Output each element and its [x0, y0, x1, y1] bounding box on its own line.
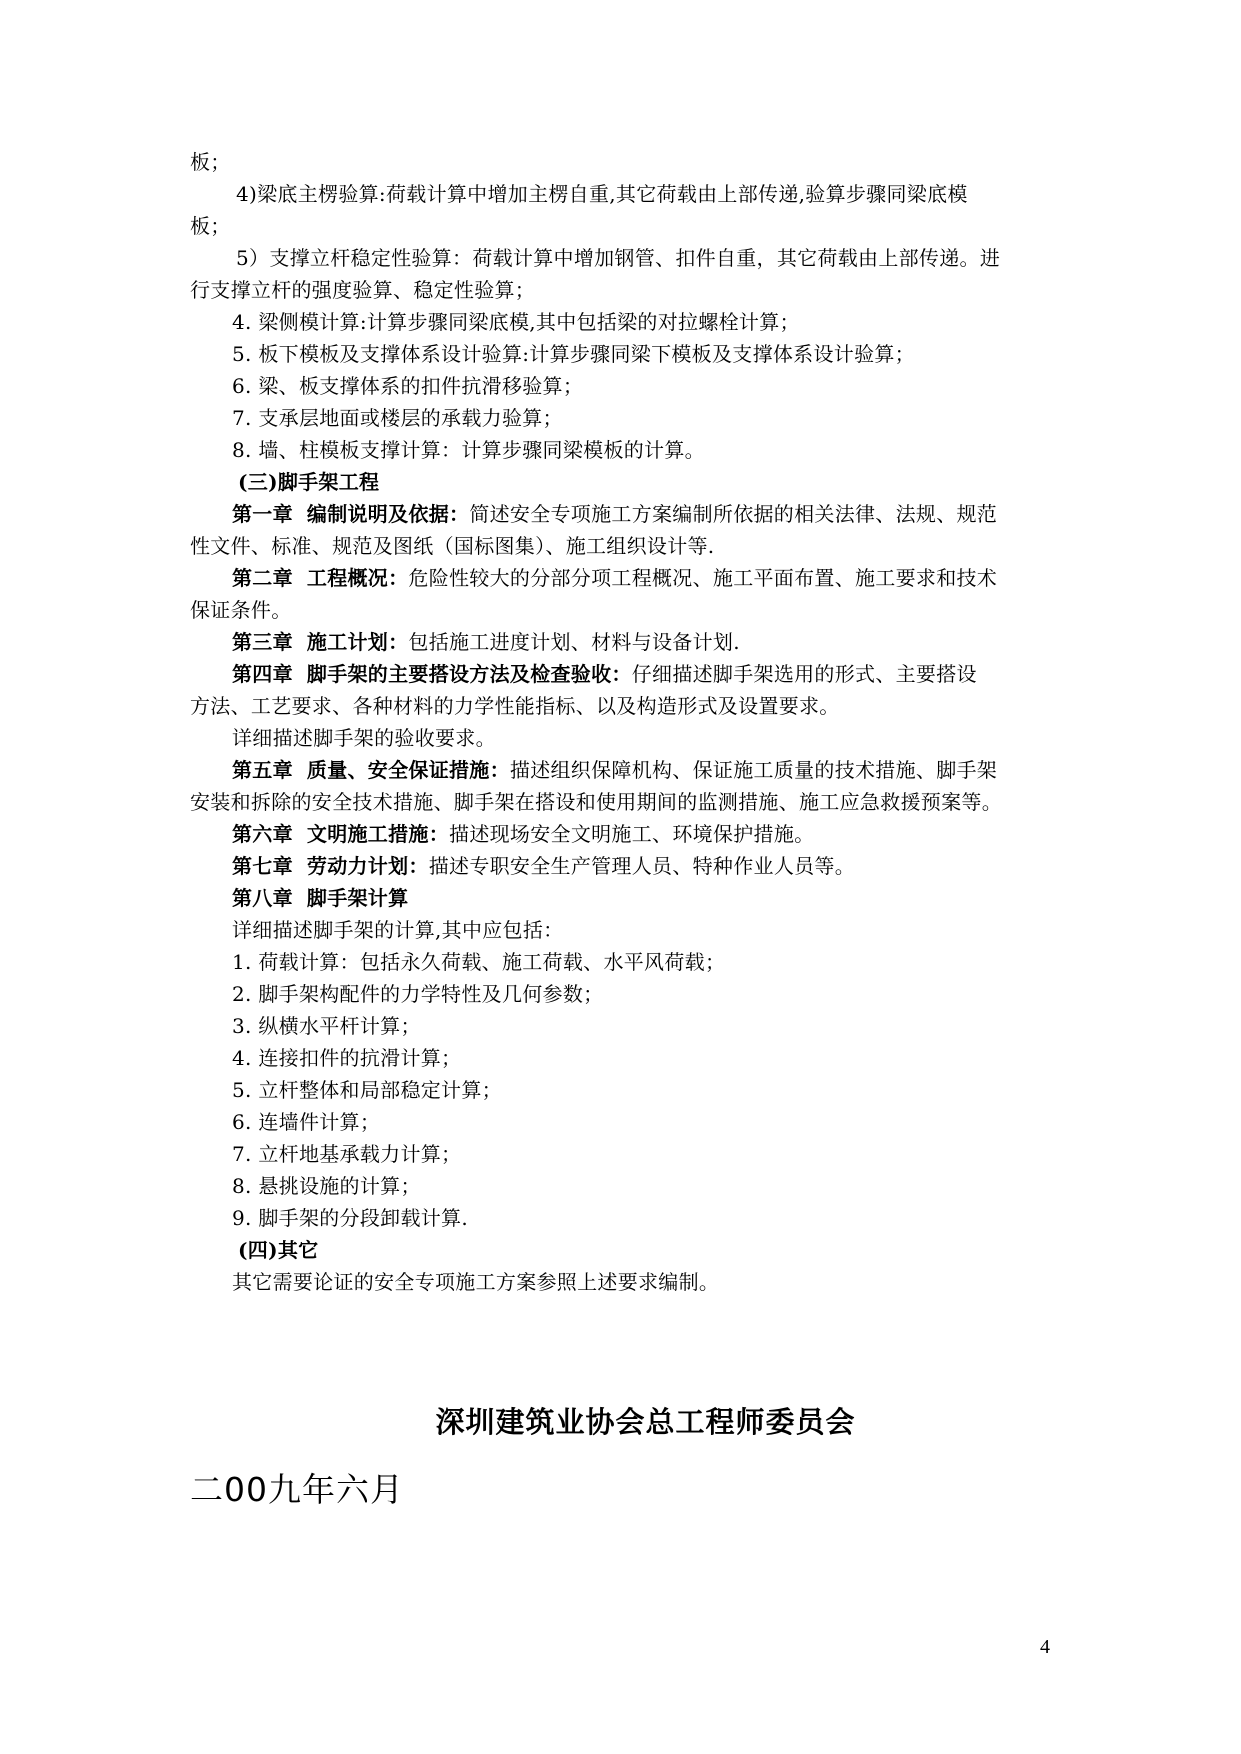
- text-line: 4. 梁侧模计算:计算步骤同梁底模,其中包括梁的对拉螺栓计算；: [232, 310, 800, 334]
- chapter-line: [190, 818, 1070, 850]
- chapter-label: 第三章: [232, 630, 293, 654]
- chapter-line: [190, 658, 1070, 690]
- text-line: 详细描述脚手架的验收要求。: [232, 726, 496, 750]
- chapter-text: 简述安全专项施工方案编制所依据的相关法律、法规、规范: [469, 502, 998, 526]
- list-item: 8. 悬挑设施的计算；: [232, 1174, 421, 1198]
- list-item: 5. 立杆整体和局部稳定计算；: [232, 1078, 502, 1102]
- chapter-line: [190, 562, 1070, 594]
- list-item: 1. 荷载计算：包括永久荷载、施工荷载、水平风荷载；: [232, 950, 726, 974]
- chapter-text: 包括施工进度计划、材料与设备计划.: [408, 630, 740, 654]
- chapter-text: 危险性较大的分部分项工程概况、施工平面布置、施工要求和技术: [408, 566, 998, 590]
- chapter-line: [190, 882, 1070, 914]
- chapter-label: 第七章: [232, 854, 293, 878]
- text-line: 5. 板下模板及支撑体系设计验算:计算步骤同梁下模板及支撑体系设计验算；: [232, 342, 915, 366]
- text-line: 5）支撑立杆稳定性验算：荷载计算中增加钢管、扣件自重，其它荷载由上部传递。进: [236, 246, 1001, 270]
- chapter-title: 工程概况：: [306, 566, 409, 590]
- chapter-title: 脚手架的主要搭设方法及检查验收：: [306, 662, 632, 686]
- chapter-title: 文明施工措施：: [306, 822, 450, 846]
- list-item: 7. 立杆地基承载力计算；: [232, 1142, 462, 1166]
- document-date: 二00九年六月: [190, 1470, 404, 1509]
- text-line: 详细描述脚手架的计算,其中应包括：: [232, 918, 564, 942]
- list-item: 9. 脚手架的分段卸载计算.: [232, 1206, 468, 1230]
- chapter-label: 第二章: [232, 566, 293, 590]
- chapter-text: 仔细描述脚手架选用的形式、主要搭设: [631, 662, 977, 686]
- chapter-text: 描述组织保障机构、保证施工质量的技术措施、脚手架: [509, 758, 998, 782]
- list-item: 4. 连接扣件的抗滑计算；: [232, 1046, 462, 1070]
- chapter-label: 第八章: [232, 886, 293, 910]
- text-line: 性文件、标准、规范及图纸（国标图集）、施工组织设计等.: [190, 534, 715, 558]
- chapter-title: 施工计划：: [306, 630, 409, 654]
- section-heading: (三)脚手架工程: [238, 470, 380, 494]
- chapter-label: 第四章: [232, 662, 293, 686]
- chapter-label: 第五章: [232, 758, 293, 782]
- text-line: 行支撑立杆的强度验算、稳定性验算；: [190, 278, 536, 302]
- chapter-line: [190, 626, 1070, 658]
- list-item: 6. 连墙件计算；: [232, 1110, 381, 1134]
- text-line: 安装和拆除的安全技术措施、脚手架在搭设和使用期间的监测措施、施工应急救援预案等。: [190, 790, 1002, 814]
- document-body: [190, 146, 1070, 1298]
- chapter-title: 质量、安全保证措施：: [306, 758, 510, 782]
- chapter-title: 劳动力计划：: [306, 854, 429, 878]
- chapter-label: 第一章: [232, 502, 293, 526]
- text-line: 8. 墙、柱模板支撑计算：计算步骤同梁模板的计算。: [232, 438, 705, 462]
- text-line: 板；: [190, 150, 231, 174]
- page-number: 4: [1040, 1636, 1050, 1658]
- list-item: 3. 纵横水平杆计算；: [232, 1014, 421, 1038]
- chapter-line: [190, 498, 1070, 530]
- text-line: 方法、工艺要求、各种材料的力学性能指标、以及构造形式及设置要求。: [190, 694, 840, 718]
- chapter-title: 脚手架计算: [306, 886, 409, 910]
- organization-signature: 深圳建筑业协会总工程师委员会: [435, 1405, 856, 1439]
- chapter-line: [190, 754, 1070, 786]
- chapter-label: 第六章: [232, 822, 293, 846]
- chapter-title: 编制说明及依据：: [306, 502, 470, 526]
- chapter-text: 描述现场安全文明施工、环境保护措施。: [449, 822, 815, 846]
- list-item: 2. 脚手架构配件的力学特性及几何参数；: [232, 982, 604, 1006]
- section-heading: (四)其它: [238, 1238, 319, 1262]
- text-line: 7. 支承层地面或楼层的承载力验算；: [232, 406, 563, 430]
- chapter-text: 描述专职安全生产管理人员、特种作业人员等。: [428, 854, 856, 878]
- text-line: 保证条件。: [190, 598, 292, 622]
- chapter-line: [190, 850, 1070, 882]
- text-line: 板；: [190, 214, 231, 238]
- text-line: 6. 梁、板支撑体系的扣件抗滑移验算；: [232, 374, 584, 398]
- text-line: 其它需要论证的安全专项施工方案参照上述要求编制。: [232, 1270, 720, 1294]
- text-line: 4)梁底主楞验算:荷载计算中增加主楞自重,其它荷载由上部传递,验算步骤同梁底模: [236, 182, 968, 206]
